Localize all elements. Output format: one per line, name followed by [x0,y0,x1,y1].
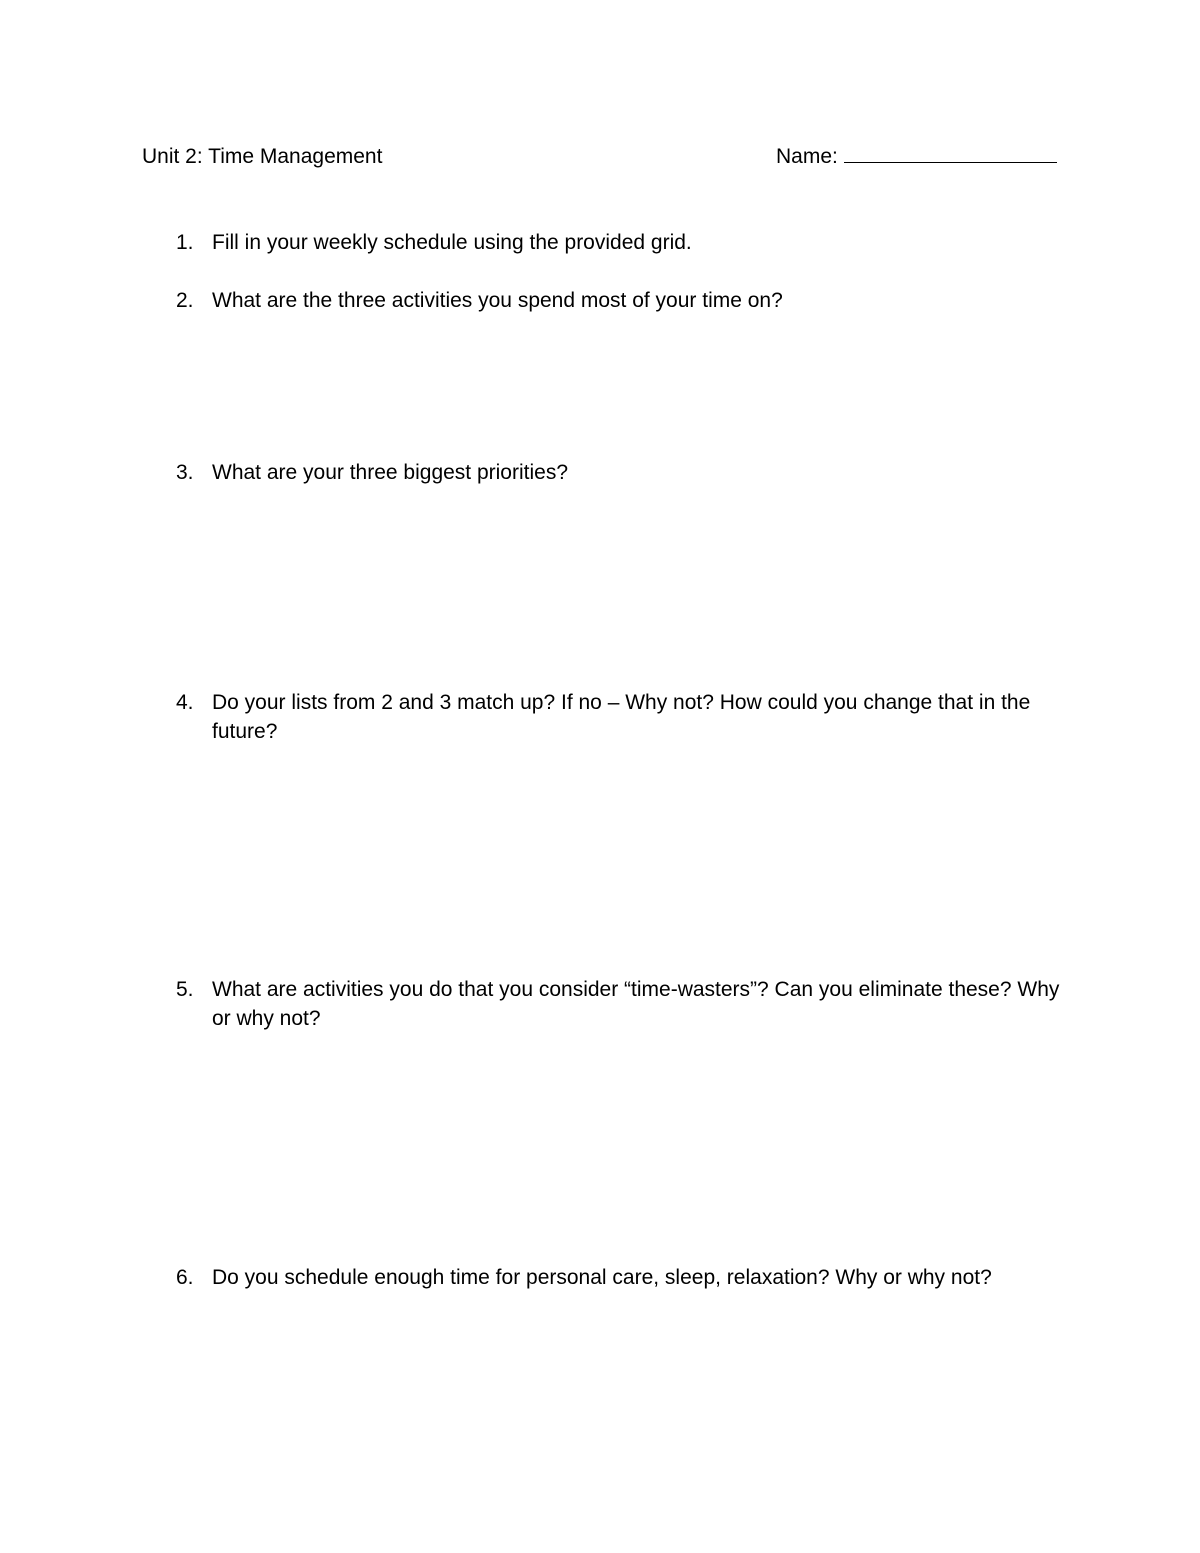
question-text: Do you schedule enough time for personal care, sleep, relaxation? Why or why not? [212,1266,992,1289]
question-3 [176,458,1076,487]
question-4 [176,688,1076,746]
question-number: 3. [176,461,194,484]
question-text: What are your three biggest priorities? [212,461,569,484]
question-number: 2. [176,289,194,312]
question-text: What are the three activities you spend most of your time on? [212,289,783,312]
question-1 [176,228,1076,257]
question-number: 6. [176,1266,194,1289]
page-title: Unit 2: Time Management [142,145,383,168]
question-number: 1. [176,231,194,254]
question-number: 4. [176,691,194,714]
name-blank-line[interactable] [844,142,1057,163]
question-6 [176,1263,1076,1292]
question-text: Do your lists from 2 and 3 match up? If no – Why not? How could you change that in the future? [212,691,1031,743]
name-label: Name: [776,145,838,168]
question-number: 5. [176,978,194,1001]
question-2 [176,286,1076,315]
name-field [776,142,1057,171]
question-5 [176,975,1076,1033]
question-text: What are activities you do that you consider “time-wasters”? Can you eliminate these? Why or why not? [212,978,1060,1030]
question-text: Fill in your weekly schedule using the provided grid. [212,231,692,254]
